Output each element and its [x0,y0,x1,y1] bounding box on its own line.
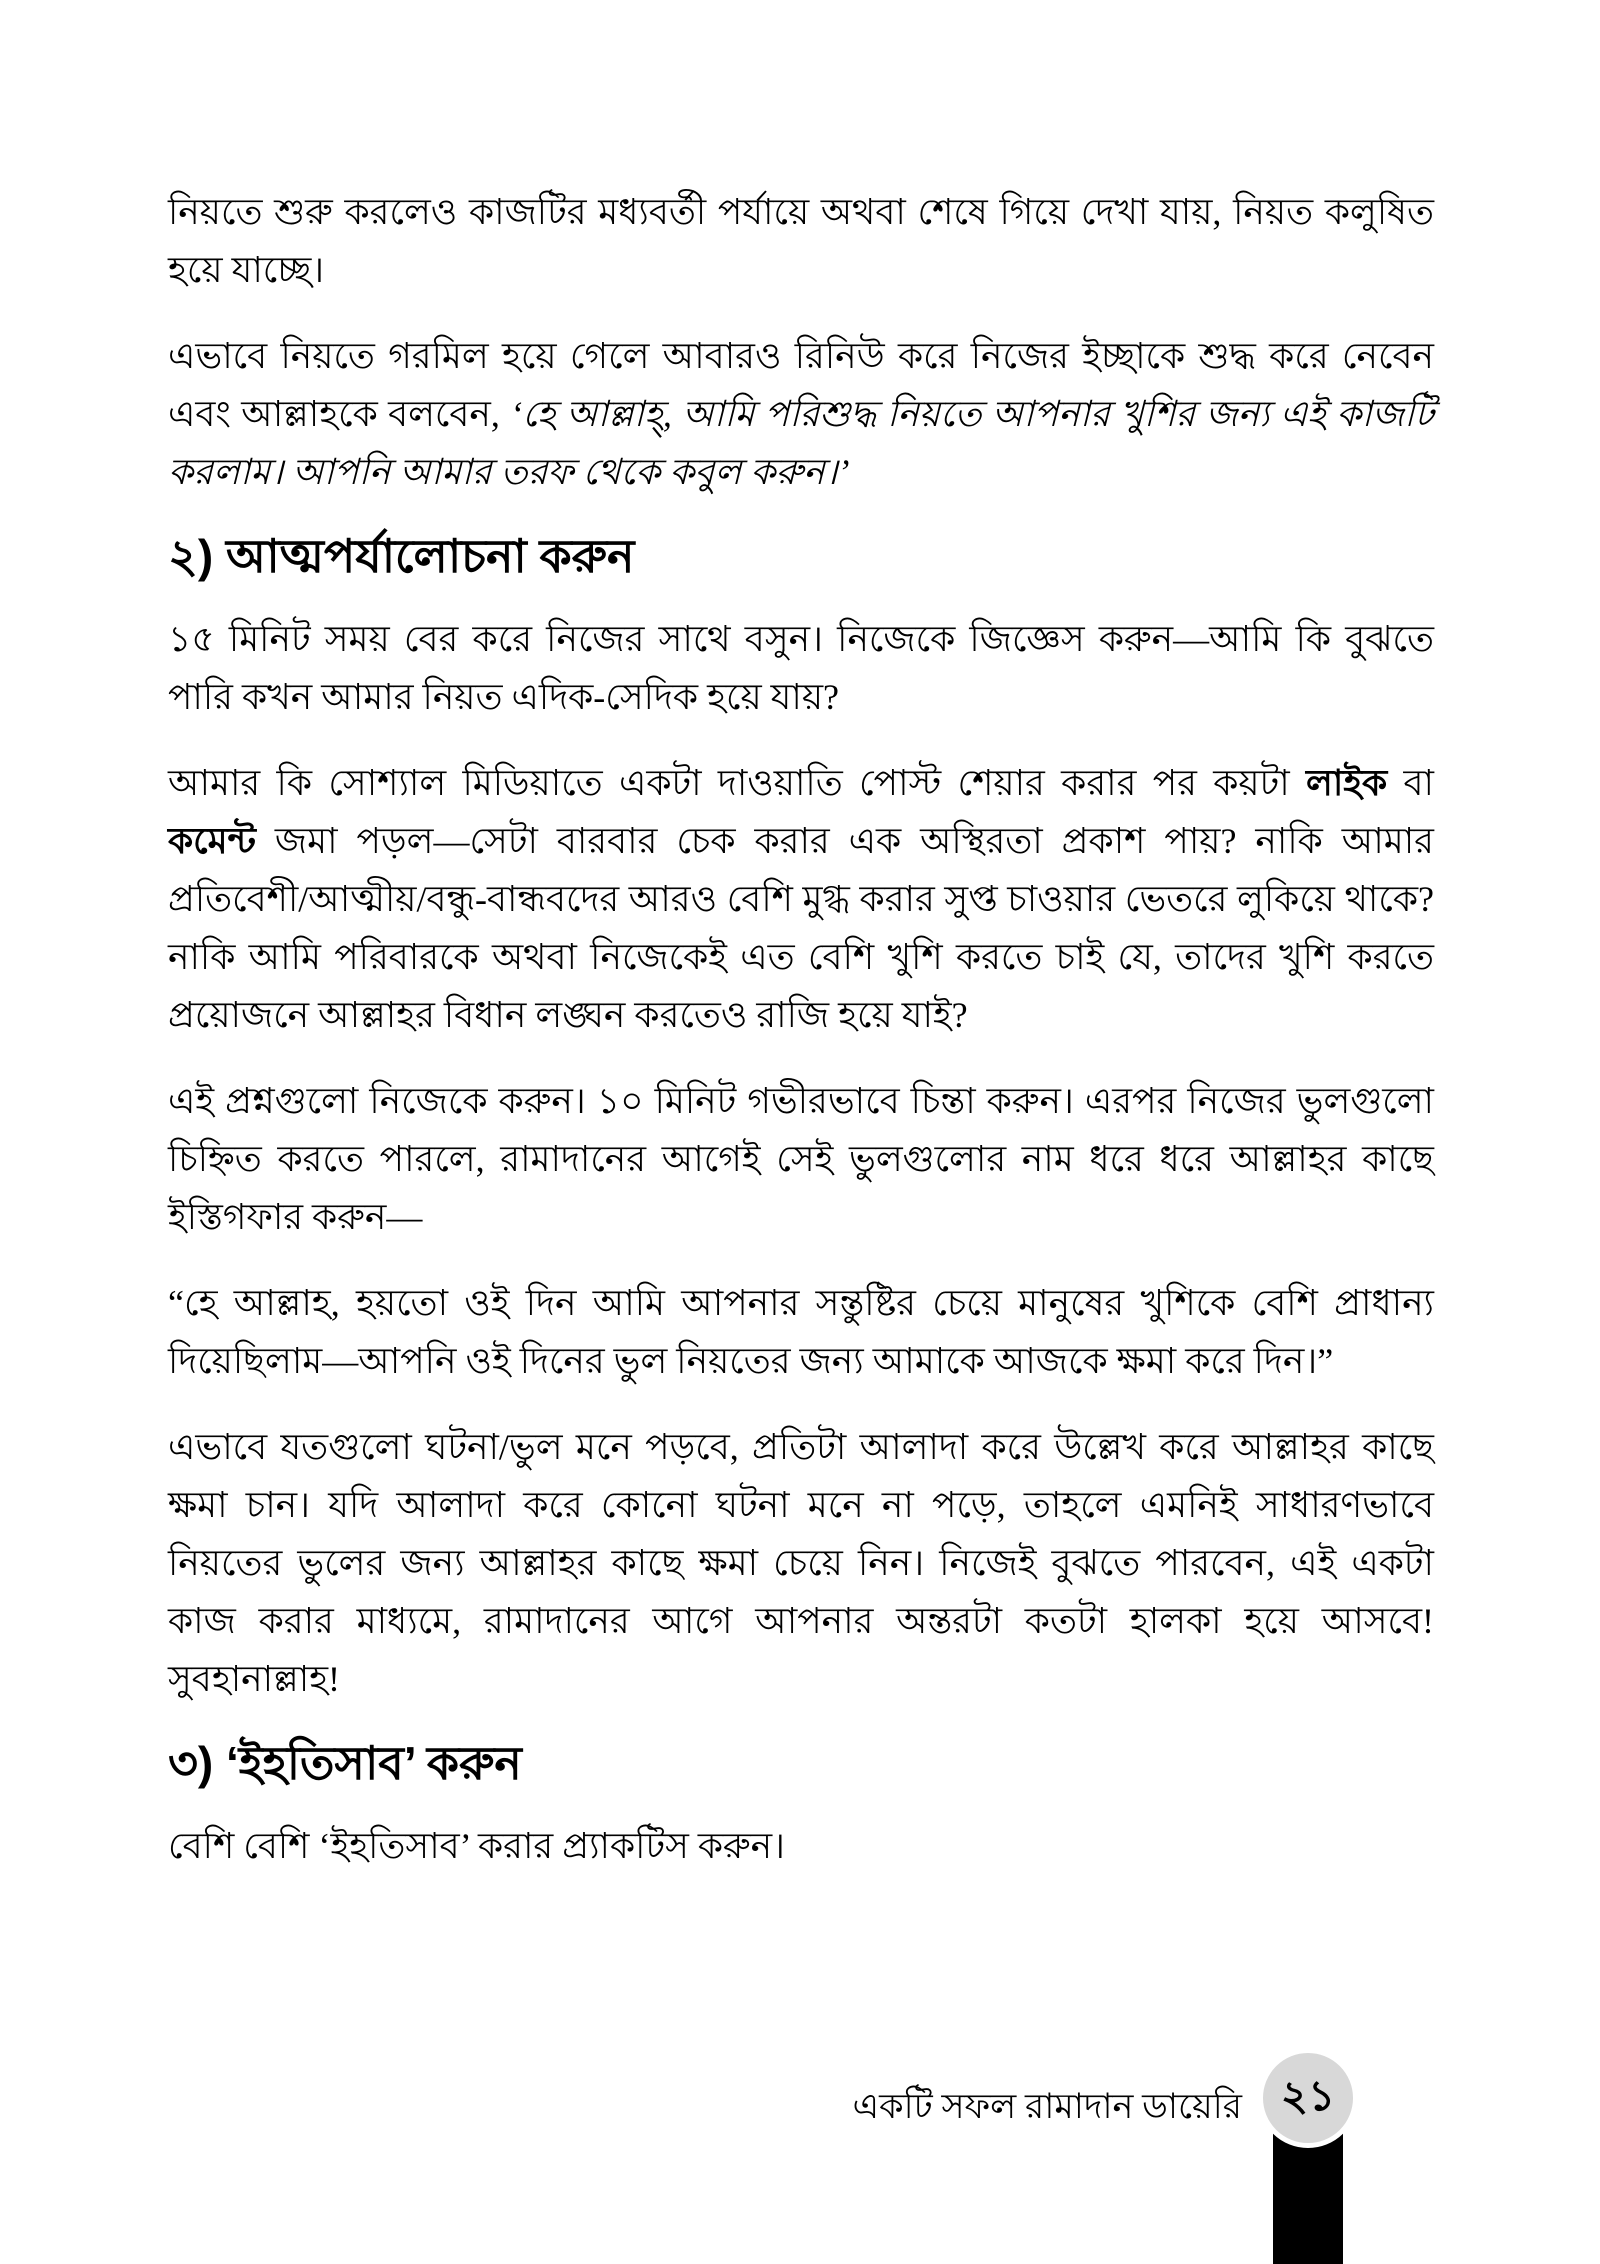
paragraph-social-media-conj: বা [1387,763,1434,803]
paragraph-niyat-corruption: নিয়তে শুরু করলেও কাজটির মধ্যবর্তী পর্যায়ে অথবা শেষে গিয়ে দেখা যায়, নিয়ত কলুষিত হয়ে যাচ্ছে। [168,192,1434,290]
inline-dua-quote: ‘হে আল্লাহ্‌, আমি পরিশুদ্ধ নিয়তে আপনার খুশির জন্য এই কাজটি করলাম। আপনি আমার তরফ থেকে কবুল করুন।’ [168,394,1435,492]
paragraph-social-media-post: জমা পড়ল—সেটা বারবার চেক করার এক অস্থিরতা প্রকাশ পায়? নাকি আমার প্রতিবেশী/আত্মীয়/বন্ধু-বান্ধবদের আরও বেশি মুগ্ধ করার সুপ্ত চাওয়ার ভেতরে লুকিয়ে থাকে? নাকি আমি পরিবারকে অথবা নিজেকেই এত বেশি খুশি করতে চাই যে, তাদের খুশি করতে প্রয়োজনে আল্লাহর বিধান লঙ্ঘন করতেও রাজি হয়ে যাই? [168,821,1434,1035]
section-heading-self-review: ২) আত্মপর্যালোচনা করুন [168,530,635,582]
paragraph-15-minutes: ১৫ মিনিট সময় বের করে নিজের সাথে বসুন। নিজেকে জিজ্ঞেস করুন—আমি কি বুঝতে পারি কখন আমার নিয়ত এদিক-সেদিক হয়ে যায়? [168,619,1434,717]
footer-book-title: একটি সফল রামাদান ডায়েরি [852,2087,1242,2126]
bold-word-like: লাইক [1306,763,1388,803]
page-number-badge [1258,2048,1358,2148]
bold-word-comment: কমেন্ট [168,821,256,861]
page-body-text [168,183,1434,1903]
paragraph-10-minutes-istighfar: এই প্রশ্নগুলো নিজেকে করুন। ১০ মিনিট গভীরভাবে চিন্তা করুন। এরপর নিজের ভুলগুলো চিহ্নিত করতে পারলে, রামাদানের আগেই সেই ভুলগুলোর নাম ধরে ধরে আল্লাহর কাছে ইস্তিগফার করুন— [168,1081,1434,1237]
paragraph-seek-forgiveness: এভাবে যতগুলো ঘটনা/ভুল মনে পড়বে, প্রতিটা আলাদা করে উল্লেখ করে আল্লাহর কাছে ক্ষমা চান। যদি আলাদা করে কোনো ঘটনা মনে না পড়ে, তাহলে এমনিই সাধারণভাবে নিয়তের ভুলের জন্য আল্লাহর কাছে ক্ষমা চেয়ে নিন। নিজেই বুঝতে পারবেন, এই একটা কাজ করার মাধ্যমে, রামাদানের আগে আপনার অন্তরটা কতটা হালকা হয়ে আসবে! সুবহানাল্লাহ! [168,1427,1434,1699]
paragraph-social-media-pre: আমার কি সোশ্যাল মিডিয়াতে একটা দাওয়াতি পোস্ট শেয়ার করার পর কয়টা [168,763,1307,803]
paragraph-renew-intention [168,327,1434,501]
paragraph-social-media [168,754,1434,1044]
section-heading-ihtisab: ৩) ‘ইহতিসাব’ করুন [168,1737,522,1789]
paragraph-renew-intention-regular: এভাবে নিয়তে গরমিল হয়ে গেলে আবারও রিনিউ করে নিজের ইচ্ছাকে শুদ্ধ করে নেবেন এবং আল্লাহকে বলবেন, [168,336,1434,434]
page-number: ২১ [1280,2073,1336,2120]
paragraph-dua-quote: “হে আল্লাহ, হয়তো ওই দিন আমি আপনার সন্তুষ্টির চেয়ে মানুষের খুশিকে বেশি প্রাধান্য দিয়েছিলাম—আপনি ওই দিনের ভুল নিয়তের জন্য আমাকে আজকে ক্ষমা করে দিন।” [168,1283,1434,1381]
paragraph-ihtisab-practice: বেশি বেশি ‘ইহতিসাব’ করার প্র্যাকটিস করুন। [168,1826,786,1866]
